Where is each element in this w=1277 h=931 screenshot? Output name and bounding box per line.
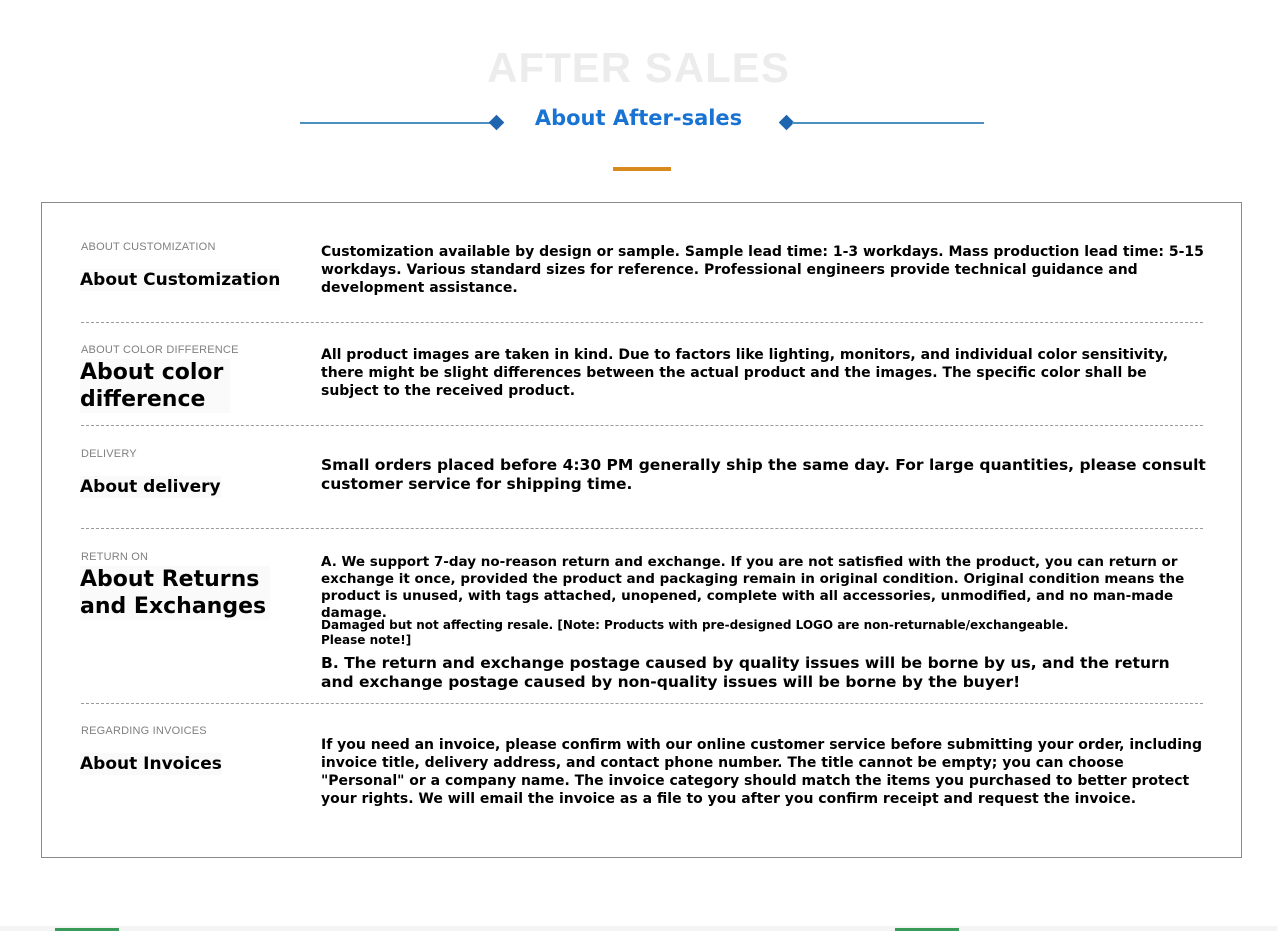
- section-label: DELIVERY: [81, 448, 137, 460]
- section-title: About Returns and Exchanges: [80, 566, 270, 620]
- divider-line-right: [792, 122, 984, 124]
- subtitle-row: [0, 104, 1277, 144]
- section-divider: [81, 425, 1203, 426]
- section-label: REGARDING INVOICES: [81, 725, 207, 737]
- section-divider: [81, 703, 1203, 704]
- section-divider: [81, 322, 1203, 323]
- section-text: A. We support 7-day no-reason return and exchange. If you are not satisfied with the product, you can return or exchange it once, provided the product and packaging remain in original condition. Original condition means the product is unused, with tags attached, unopened, complete with all accessories, unmodified, and no man-made damage.: [321, 554, 1185, 621]
- section-label: ABOUT CUSTOMIZATION: [81, 241, 216, 253]
- section-note: Damaged but not affecting resale. [Note: Products with pre-designed LOGO are non-returnable/exchangeable. Please note!]: [321, 618, 1069, 647]
- section-text: Small orders placed before 4:30 PM generally ship the same day. For large quantities, please consult customer service for shipping time.: [321, 456, 1206, 493]
- section-delivery: [80, 446, 1204, 528]
- section-label: ABOUT COLOR DIFFERENCE: [81, 344, 239, 356]
- bottom-strip: [0, 926, 1277, 931]
- title-accent-bar: [613, 167, 671, 171]
- section-title: About color difference: [80, 359, 230, 413]
- section-color-difference: [80, 342, 1204, 424]
- page-watermark-title: AFTER SALES: [487, 44, 790, 91]
- section-title: About Customization: [80, 270, 281, 290]
- section-invoices: [80, 723, 1204, 823]
- section-customization: [80, 239, 1204, 321]
- section-text: If you need an invoice, please confirm with our online customer service before submitting your order, including invoice title, delivery address, and contact phone number. The title cannot be empty; you can choose "Personal" or a company name. The invoice category should match the items you purchased to better protect your rights. We will email the invoice as a file to you after you confirm receipt and request the invoice.: [321, 737, 1202, 807]
- section-text: All product images are taken in kind. Due to factors like lighting, monitors, and individual color sensitivity, there might be slight differences between the actual product and the images. The specific color shall be subject to the received product.: [321, 347, 1169, 399]
- section-returns: [80, 549, 1204, 699]
- section-divider: [81, 528, 1203, 529]
- section-title: About delivery: [80, 477, 221, 497]
- section-text: B. The return and exchange postage caused by quality issues will be borne by us, and the return and exchange postage caused by non-quality issues will be borne by the buyer!: [321, 654, 1170, 691]
- section-title: About Invoices: [80, 754, 222, 774]
- section-text: Customization available by design or sample. Sample lead time: 1-3 workdays. Mass production lead time: 5-15 workdays. Various standard sizes for reference. Professional engineers provide technical guidance and development assistance.: [321, 244, 1204, 296]
- page-title: About After-sales: [534, 106, 743, 130]
- section-label: RETURN ON: [81, 551, 149, 563]
- after-sales-panel: [41, 202, 1242, 858]
